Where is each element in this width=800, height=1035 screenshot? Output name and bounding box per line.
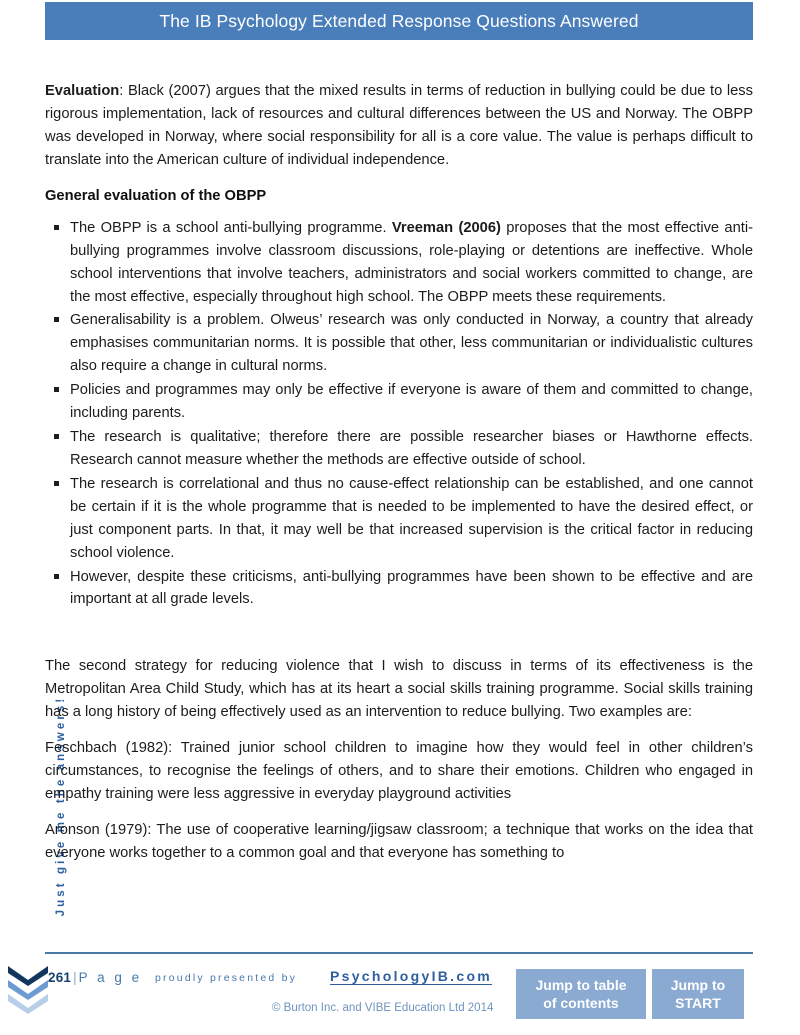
general-evaluation-bullet-list xyxy=(45,217,753,612)
list-item xyxy=(45,473,753,565)
page-header-banner xyxy=(45,2,753,40)
list-item xyxy=(45,426,753,472)
paragraph-evaluation xyxy=(45,80,753,172)
bullet-text-part1: The research is correlational and thus no cause-effect relationship can be established, and one cannot be certain if it is the whole programme that is needed to be implemented to have the desired effect, or just component parts. In that, it may well be that increased supervision is the critical factor in reducing school violence. xyxy=(70,475,753,561)
bullet-text-part1: However, despite these criticisms, anti-bullying programmes have been shown to be effective and are important at all grade levels. xyxy=(70,568,753,608)
list-item xyxy=(45,217,753,309)
bullet-text-part1: The research is qualitative; therefore there are possible researcher biases or Hawthorne effects. Research cannot measure whether the methods are effective outside of school. xyxy=(70,429,753,468)
bullet-text-part2: proposes that the most effective anti-bullying programmes involve classroom discussions, role-playing or detentions are ineffective. Whole school interventions that involve teachers, administrators and social workers committed to change, are the most effective, especially throughout high school. The OBPP meets these requirements. xyxy=(70,219,753,305)
copyright-text: © Burton Inc. and VIBE Education Ltd 2014 xyxy=(272,1002,494,1014)
chevron-down-icon xyxy=(8,994,48,1014)
section-heading-general-evaluation: General evaluation of the OBPP xyxy=(45,187,267,204)
page-number: 261 xyxy=(48,970,72,985)
page-label: P a g e xyxy=(78,970,143,985)
website-link[interactable]: PsychologyIB.com xyxy=(330,968,493,984)
bullet-text-part1: The OBPP is a school anti-bullying programme. xyxy=(70,219,392,236)
document-content xyxy=(45,80,753,878)
list-item xyxy=(45,379,753,425)
jump-to-start-button[interactable] xyxy=(652,969,744,1019)
jump-start-line1: Jump to xyxy=(670,976,726,993)
list-item xyxy=(45,566,753,612)
page-separator: | xyxy=(73,970,77,985)
evaluation-text: : Black (2007) argues that the mixed results in terms of reduction in bullying could be due to less rigorous implementation, lack of resources and cultural differences between the US and Norway. The OBPP was developed in Norway, where social responsibility for all is a core value. The value is perhaps difficult to translate into the American culture of individual independence. xyxy=(45,83,753,168)
jump-to-table-of-contents-button[interactable] xyxy=(516,969,646,1019)
bullet-text-bold: Vreeman (2006) xyxy=(391,219,501,236)
jump-toc-line1: Jump to table xyxy=(535,976,627,993)
page-title: The IB Psychology Extended Response Questions Answered xyxy=(159,10,639,31)
page-number-group xyxy=(48,970,142,985)
paragraph-spacer xyxy=(45,623,753,655)
footer-divider xyxy=(45,952,753,954)
side-tagline: Just give me the answers! xyxy=(55,695,67,917)
jump-toc-line2: of contents xyxy=(543,995,619,1011)
bullet-text-part1: Policies and programmes may only be effective if everyone is aware of them and committed to change, including parents. xyxy=(70,382,753,422)
evaluation-label: Evaluation xyxy=(45,83,120,99)
jump-start-line2: START xyxy=(675,995,721,1011)
list-item xyxy=(45,309,753,378)
paragraph-aronson: Aronson (1979): The use of cooperative learning/jigsaw classroom; a technique that works on the idea that everyone works together to a common goal and that everyone has something to xyxy=(45,821,753,861)
presented-by-text: proudly presented by xyxy=(155,972,298,984)
paragraph-feschbach: Feschbach (1982): Trained junior school children to imagine how they would feel in other children’s circumstances, to recognise the feelings of others, and to share their emotions. Children who engaged in empathy training were less aggressive in everyday playground activities xyxy=(45,740,753,803)
paragraph-second-strategy: The second strategy for reducing violence that I wish to discuss in terms of its effectiveness is the Metropolitan Area Child Study, which has at its heart a social skills training programme. Social skills training has a long history of being effectively used as an intervention to reduce bullying. Two examples are: xyxy=(45,658,753,721)
bullet-text-part1: Generalisability is a problem. Olweus’ research was only conducted in Norway, a country that already emphasises communitarian norms. It is possible that other, less communitarian or individualistic cultures also require a change in cultural norms. xyxy=(70,312,753,375)
page-footer xyxy=(0,958,800,1035)
chevron-stack-logo xyxy=(8,966,48,1022)
